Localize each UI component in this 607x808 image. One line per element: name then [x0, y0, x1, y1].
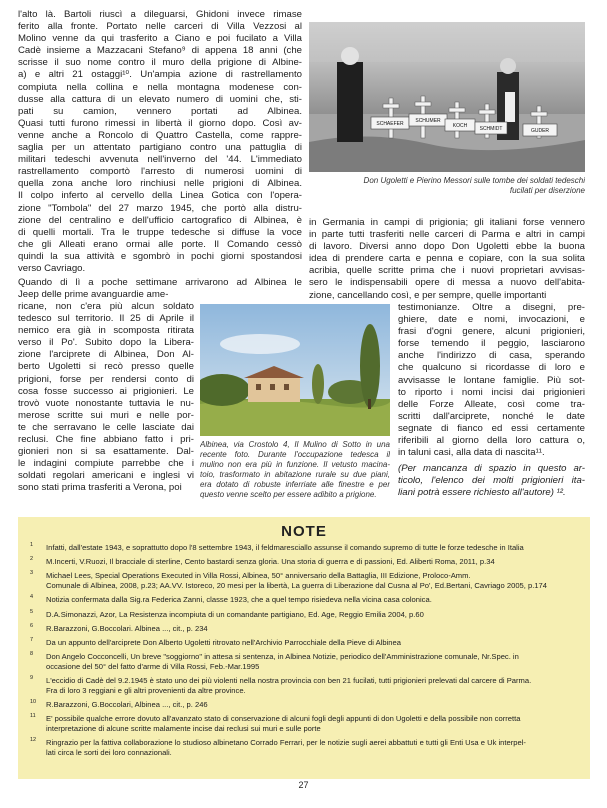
notes-box	[18, 517, 590, 779]
text-line: in parte tutti trasferiti nelle carceri di Parma e altri in campi	[309, 229, 585, 241]
footnote-text	[46, 610, 582, 620]
text-line: forse temendo il peggio, lasciarono	[398, 338, 585, 350]
caption-line: Albinea, via Crostolo 4, Il Mulino di Sotto in una	[200, 440, 390, 449]
text-line: in Germania in campi di prigionia; gli italiani forse vennero	[309, 217, 585, 228]
footnote-text	[46, 676, 582, 695]
text-line: le indagini compiute parrebbe che i	[18, 458, 194, 470]
footnote-number: 4	[30, 594, 34, 601]
text-line: te che serravano le celle lasciate dai	[18, 421, 194, 433]
notes-title: NOTE	[281, 523, 327, 540]
text-line: riferibili al giorno della loro cattura o,	[398, 435, 585, 447]
text-line: verso Cavriago.	[18, 262, 86, 274]
grave-name: SCHAEFER	[376, 121, 404, 127]
footnote-line: E' possibile qualche errore dovuto all'avanzato stato di conservazione di alcuni fogli degli appunti di don Ugoletti e della possibile non corretta	[46, 714, 521, 724]
footnote-line: L'eccidio di Cadè del 9.2.1945 è stato uno dei più violenti nella nostra provincia con ben 21 fucilati, tutti prigionieri prelevati dal carcere di Parma.	[46, 676, 532, 685]
text-line: cosa fosse successo ai prigionieri. Le	[18, 385, 194, 397]
footnote-line: R.Barazzoni, G.Boccolari. Albinea ..., cit., p. 234	[46, 623, 208, 633]
grave-name: GUDER	[530, 128, 550, 134]
text-line: ricane, non c'era più alcun soldato	[18, 301, 194, 312]
grave-name: KOCH	[452, 123, 468, 129]
footnote	[30, 676, 582, 695]
text-line: scritti dall'arciprete, nonché le date	[398, 410, 585, 422]
text-line: zione del centralino e dell'ufficio cartografico di Albinea, è	[18, 214, 302, 226]
text-line: nemico era già in scomposta ritirata	[18, 325, 194, 337]
page-number: 27	[298, 780, 309, 790]
text-line: acribia, quelle scritte prima che i nuovi proprietari avvisas-	[309, 265, 585, 277]
footnote-line: D.A.Simonazzi, Azor, La Resistenza incompiuta di un comandante partigiano, Ed. Age, Reggio Emilia 2004, p.60	[46, 609, 424, 619]
text-line: idea di prendere carta e penna e copiare, con la sua solita	[309, 253, 585, 265]
text-line: di quelli mortali. Tra le truppe tedesche si diffuse la voce	[18, 226, 302, 238]
caption-line: recente foto. Durante l'occupazione tedesca il	[200, 450, 390, 459]
text-line: zione "Tombola" del 27 marzo 1945, che portò alla distru-	[18, 202, 302, 214]
left-column-narrow	[18, 301, 194, 495]
footnote-text	[46, 595, 582, 605]
text-line: ferito alla fronte. Portato nelle carceri di Villa Vezzosi al	[18, 21, 302, 33]
text-line: Cadè insieme a Mazzacani Stefano⁹ di appena 18 anni (che	[18, 45, 302, 57]
photo-graves-image	[309, 22, 585, 172]
text-line: compiuta nella collina e nella montagna modenese con-	[18, 81, 302, 93]
photo-mulino-image	[200, 304, 390, 436]
footnote	[30, 595, 582, 605]
footnote-text	[46, 638, 582, 648]
footnote-line: M.Incerti, V.Ruozi, Il bracciale di sterline, Cento bastardi senza gloria. Una storia di guerra e di passioni, Ed. Aliberti Roma, 2011, p.34	[46, 557, 495, 567]
text-line: soldati regolari americani e inglesi vi	[18, 470, 194, 482]
right-column-italic-note	[398, 463, 585, 499]
text-line: testimonianze. Oltre a disegni, pre-	[398, 302, 585, 313]
photo-mid-caption	[200, 440, 390, 500]
text-line: avvisasse le lontane famiglie. Più sot-	[398, 374, 585, 386]
footnote	[30, 652, 582, 671]
text-line: ghiere, date e nomi, invocazioni, e	[398, 314, 585, 326]
footnote-number: 7	[30, 636, 34, 643]
text-line: prigioni, forse per rendersi conto di	[18, 373, 194, 385]
text-line: ticolo, l'elenco dei molti prigionieri ita-	[398, 475, 585, 487]
text-line: Quasi tutti furono rimessi in libertà il giorno dopo. Così av-	[18, 117, 302, 129]
caption-line: era dotato di robuste inferriate alle finestre e per	[200, 480, 390, 489]
footnote-text	[46, 624, 582, 634]
caption-line: toio, trasformato in abitazione rurale su due piani,	[200, 470, 390, 479]
text-line: berto Ugoletti si recò presso quelle	[18, 361, 194, 373]
footnote-text	[46, 738, 582, 757]
text-line: che qualcuno si ricordasse di loro e	[398, 362, 585, 374]
caption-line: mulino non era più in funzione. Il vetusto macina-	[200, 460, 390, 469]
footnote-text	[46, 543, 582, 553]
text-line: scrisse il suo nome contro il muro della prigione di Albine-	[18, 57, 302, 69]
text-line: merose scritte sui muri e nelle por-	[18, 409, 194, 421]
text-line: in taluni casi, alla data di nascita¹¹.	[398, 447, 545, 459]
caption-line: questo venne scelto per essere adibito a prigione.	[200, 490, 377, 499]
footnote-line: occasione del 50° del fatto d'arme di Villa Rossi, Feb.-Mar.1995	[46, 661, 260, 671]
grave-name: SCHMIDT	[479, 126, 503, 132]
footnote-number: 3	[30, 570, 34, 577]
footnote-text	[46, 700, 582, 710]
text-line: quella zona anche loro rinchiusi nelle prigioni di Albinea.	[18, 178, 302, 190]
text-line: di lavoro. Diversi anno dopo Don Ugoletti ebbe la buona	[309, 241, 585, 253]
text-line: (Per mancanza di spazio in questo ar-	[398, 463, 585, 474]
text-line: verso il Po'. Subito dopo la Libera-	[18, 337, 194, 349]
footnote-line: Comunale di Albinea, 2008, p.23; AA.VV. Istoreco, 20 mesi per la libertà, La guerra di Liberazione dal Cusna al Po', Ed.Bertani, Cavriago 2005, p.174	[46, 581, 547, 591]
text-line: gionieri non si sa esattamente. Dal-	[18, 446, 194, 458]
footnote-text	[46, 571, 582, 590]
footnote-line: Don Angelo Cocconcelli, Un breve "soggiorno" in attesa si sentenza, in Albinea Notizie, periodico dell'Amministrazione comunale, Nr.Spec. in	[46, 652, 519, 662]
footnote-number: 6	[30, 622, 34, 629]
footnote-line: Fra di loro 3 reggiani e gli altri provenienti da altre province.	[46, 685, 246, 695]
text-line: l'alto là. Bartoli riuscì a dileguarsi, Ghidoni invece rimase	[18, 9, 302, 20]
text-line: liani potrà essere richiesto all'autore) ¹².	[398, 487, 566, 499]
text-line: segnate di fianco ed essi certamente	[398, 422, 585, 434]
left-column-mid	[18, 277, 302, 301]
text-line: zione, cancellando così, e per sempre, quelle importanti	[309, 289, 547, 301]
footnote-line: interpretazione di alcune scritte malamente incise dai reclusi sui muri e sulle porte	[46, 723, 321, 733]
photo-mulino-di-sotto	[200, 304, 390, 436]
footnote-line: Michael Lees, Special Operations Executed in Villa Rossi, Albinea, 50° anniversario della Battaglia, III Edizione, Proloco-Amm.	[46, 571, 471, 581]
text-line: reclusi. Che fine abbiano fatto i pri-	[18, 434, 194, 446]
text-line: Jeep delle prime avanguardie ame-	[18, 289, 169, 301]
footnote	[30, 638, 582, 648]
text-line: venne anche a Roncolo di Quattro Castella, come rappre-	[18, 129, 302, 141]
footnote-number: 10	[30, 698, 37, 705]
text-line: sero le indispensabili opere di messa a nuovo dell'abita-	[309, 277, 585, 289]
text-line: sono stati prima trasferiti a Verona, poi	[18, 482, 182, 494]
text-line: tedesco sul territorio. Il 25 di Aprile il	[18, 313, 194, 325]
footnote-number: 12	[30, 737, 37, 743]
text-line: Il colpo inferto al cervello della Linea Gotica con l'opera-	[18, 190, 302, 202]
footnote	[30, 571, 582, 590]
footnote-line: Da un appunto dell'arciprete Don Alberto Ugoletti ritrovato nell'Archivio Parrocchiale della Pieve di Albinea	[46, 637, 401, 647]
footnote-text	[46, 714, 582, 733]
text-line: to riporto i nomi incisi dai prigionieri	[398, 386, 585, 398]
footnote-line: Notizia confermata dalla Sig.ra Federica Zanni, classe 1923, che a quel tempo risiedeva nella vicina casa colonica.	[46, 595, 432, 605]
footnote	[30, 714, 582, 733]
text-line: Quando di lì a poche settimane arrivarono ad Albinea le	[18, 277, 302, 288]
footnote-text	[46, 557, 582, 567]
left-column-top	[18, 9, 302, 275]
text-line: a) e altri 21 ostaggi¹⁰. Un'ampia azione di rastrellamento	[18, 69, 302, 81]
grave-name: SCHUMER	[415, 118, 441, 124]
text-line: anche l'indirizzo di casa, sperando	[398, 350, 585, 362]
footnote-number: 1	[30, 542, 34, 548]
photo-priests-graves	[309, 22, 585, 172]
footnote-number: 11	[30, 713, 36, 720]
footnote-line: lati circa le sorti dei loro connazionali.	[46, 747, 172, 757]
text-line: pati su camion, vennero portati ad Albinea.	[18, 105, 302, 117]
text-line: trovò vuote nonostante tuttavia le nu-	[18, 397, 194, 409]
footnote	[30, 738, 582, 757]
photo-top-caption	[309, 176, 585, 196]
caption-line: fucilati per diserzione	[509, 186, 585, 195]
footnote	[30, 624, 582, 634]
caption-line: Don Ugoletti e Pierino Messori sulle tombe dei soldati tedeschi	[363, 176, 585, 185]
footnote	[30, 543, 582, 553]
text-line: saglia per un attentato partigiano contro una pattuglia di	[18, 142, 302, 154]
footnote-line: Ringrazio per la fattiva collaborazione lo studioso albinetano Corrado Ferrari, per le notizie sugli aerei abbattuti e tutti gli Enti Usa e Uk interpel-	[46, 738, 526, 747]
footnote	[30, 557, 582, 567]
text-line: quindi la sua attività e sgombrò in pochi giorni spostandosi	[18, 250, 302, 262]
text-line: zione l'arciprete di Albinea, Don Al-	[18, 349, 194, 361]
footnote-number: 2	[30, 556, 34, 563]
right-column-narrow	[398, 302, 585, 459]
footnote-line: R.Barazzoni, G.Boccolari, Albinea ..., cit., p. 246	[46, 699, 208, 709]
text-line: rastrellamento comportò l'arresto di numerosi uomini di	[18, 166, 302, 178]
text-line: militari tedeschi avvenuta nell'inverno del '44. L'immediato	[18, 154, 302, 166]
text-line: frasi d'ogni genere, alcuni prigionieri,	[398, 326, 585, 338]
footnote-number: 8	[30, 651, 34, 658]
right-column-top	[309, 217, 585, 302]
footnote-number: 9	[30, 675, 34, 681]
text-line: dusse alla cattura di un elevato numero di uomini che, sti-	[18, 93, 302, 105]
footnote-number: 5	[30, 608, 34, 615]
text-line: che gli Alleati erano ormai alle porte. Il Comando cessò	[18, 238, 302, 250]
text-line: delle Forze Alleate, così come tra-	[398, 398, 585, 410]
footnote	[30, 610, 582, 620]
footnote	[30, 700, 582, 710]
footnote-line: Infatti, dall'estate 1943, e soprattutto dopo l'8 settembre 1943, il feldmaresciallo assunse il comando supremo di tutte le forze tedesche in Italia	[46, 543, 524, 552]
footnote-text	[46, 652, 582, 671]
text-line: Molino venne da qui trasferito a Ciano e poi fucilato a Villa	[18, 33, 302, 45]
